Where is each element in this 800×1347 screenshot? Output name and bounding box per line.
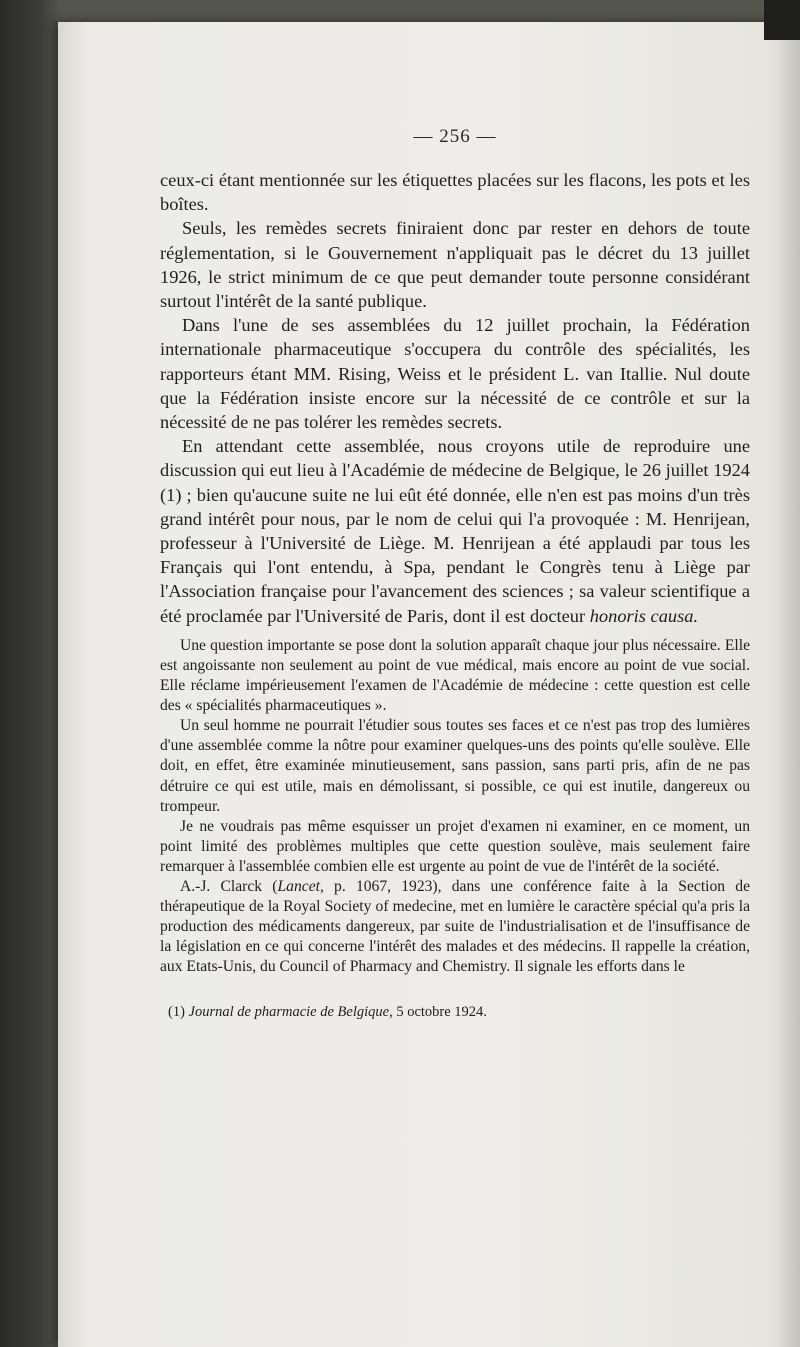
page-edge-shadow <box>776 22 800 1347</box>
quote-4-rest: , p. 1067, 1923), dans une conférence faite à la Section de thérapeutique de la Royal Society of medecine, met en lumière le caractère spécial qu'a pris la production des médicaments dangereux, par suite de l'industrialisation et de l'insuffisance de la législation en ce qui concerne l'intérêt des malades et des médecins. Il rappelle la création, aux Etats-Unis, du Council of Pharmacy and Chemistry. Il signale les efforts dans le <box>160 877 751 976</box>
quote-paragraph-4 <box>160 877 750 977</box>
quote-4-start: A.-J. Clarck ( <box>180 877 278 895</box>
paragraph-1: ceux-ci étant mentionnée sur les étiquettes placées sur les flacons, les pots et les boîtes. <box>160 170 750 215</box>
paragraph-3: Dans l'une de ses assemblées du 12 juillet prochain, la Fédération internationale pharmaceutique s'occupera du contrôle des spécialités, les rapporteurs étant MM. Rising, Weiss et le président L. van Itallie. Nul doute que la Fédération insiste encore sur la nécessité de ce contrôle et sur la nécessité de ne pas tolérer les remèdes secrets. <box>160 315 750 433</box>
paragraph-4-italic: honoris causa. <box>589 605 699 626</box>
page-number: — 256 — <box>413 126 497 147</box>
paragraph-4 <box>160 434 750 628</box>
scan-dark-corner <box>764 0 800 40</box>
quote-paragraph-2: Un seul homme ne pourrait l'étudier sous toutes ses faces et ce n'est pas trop des lumières d'une assemblée comme la nôtre pour examiner quelques-uns des points qu'elle soulève. Elle doit, en effet, être examinée minutieusement, sans passion, sans parti pris, afin de ne pas détruire ce qui est utile, mais en démolissant, si possible, ce qui est inutile, dangereux ou trompeur. <box>160 717 750 815</box>
quote-4-journal: Lancet <box>277 877 320 895</box>
footnote-rest: , 5 octobre 1924. <box>389 1004 487 1021</box>
main-text <box>160 168 750 628</box>
paragraph-4-text: En attendant cette assemblée, nous croyons utile de reproduire une discussion qui eut lieu à l'Académie de médecine de Belgique, le 26 juillet 1924 (1) ; bien qu'aucune suite ne lui eût été donnée, elle n'en est pas moins d'un très grand intérêt pour nous, par le nom de celui qui l'a provoquée : M. Henrijean, professeur à l'Université de Liège. M. Henrijean a été applaudi par tous les Français qui l'ont entendu, à Spa, pendant le Congrès tenu à Liège par l'Association française pour l'avancement des sciences ; sa valeur scientifique a été proclamée par l'Université de Paris, dont il est docteur <box>160 436 750 626</box>
paragraph-2: Seuls, les remèdes secrets finiraient donc par rester en dehors de toute réglementation, si le Gouvernement n'appliquait pas le décret du 13 juillet 1926, le strict minimum de ce que peut demander toute personne considérant surtout l'intérêt de la santé publique. <box>160 218 750 312</box>
page-content <box>160 126 750 1021</box>
quote-paragraph-3: Je ne voudrais pas même esquisser un projet d'examen ni examiner, en ce moment, un point limité des problèmes multiples que cette question soulève, mais seulement faire remarquer à l'assemblée combien elle est urgente au point de vue de l'intérêt de la société. <box>160 817 750 875</box>
quoted-discussion <box>160 636 750 978</box>
footnote-marker: (1) <box>168 1004 189 1021</box>
footnote-journal: Journal de pharmacie de Belgique <box>188 1004 390 1021</box>
quote-paragraph-1: Une question importante se pose dont la solution apparaît chaque jour plus nécessaire. Elle est angoissante non seulement au point de vue médical, mais encore au point de vue social. Elle réclame impérieusement l'examen de l'Académie de médecine : cette question est celle des « spécialités pharmaceutiques ». <box>160 636 750 715</box>
footnote <box>160 1003 750 1021</box>
